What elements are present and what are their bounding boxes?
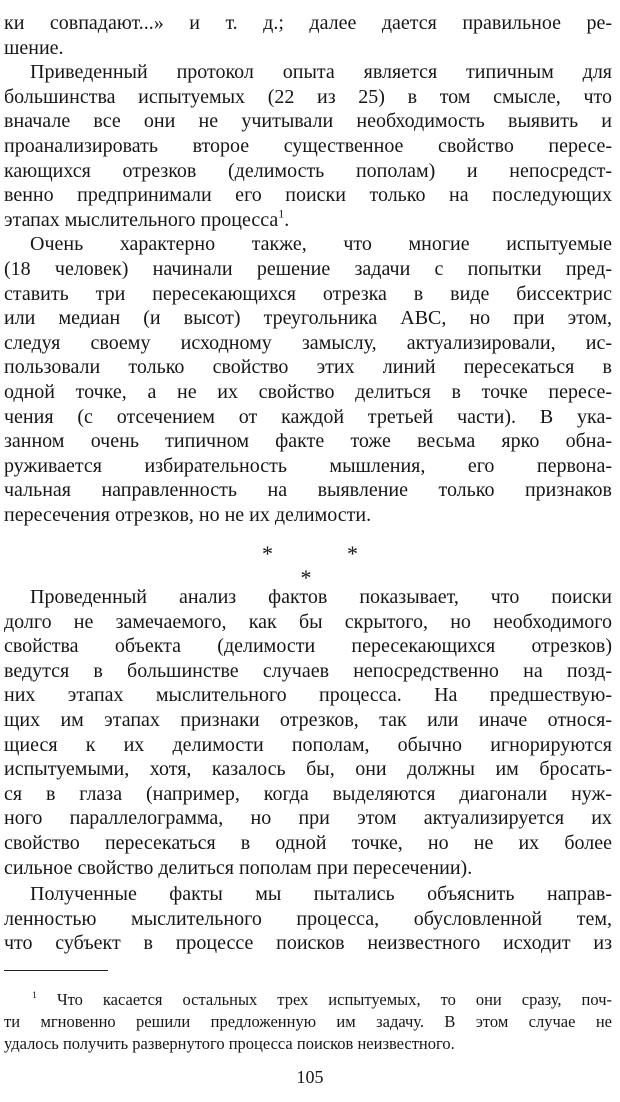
body-line: щиеся к их делимости пополам, обычно игнорируются	[4, 734, 612, 756]
body-line: долго не замечаемого, как бы скрытого, но необходимого	[4, 611, 612, 633]
body-line: Приведенный протокол опыта является типичным для	[30, 61, 612, 83]
body-line: или медиан (и высот) треугольника ABC, но при этом,	[4, 307, 612, 329]
body-line-tail: .	[284, 209, 290, 231]
body-line	[4, 207, 612, 233]
body-line: пользовали только свойство этих линий пересекаться в	[4, 356, 612, 378]
body-line: большинства испытуемых (22 из 25) в том смысле, что	[4, 86, 612, 108]
body-line: свойство пересекаться в одной точке, но не их более	[4, 832, 612, 854]
body-line: ного параллелограмма, но при этом актуализируется их	[4, 807, 612, 829]
body-line: них этапах мыслительного процесса. На предшествую-	[4, 684, 612, 706]
footnote-marker: 1	[32, 990, 37, 1002]
body-line: ся в глаза (например, когда выделяются диагонали нуж-	[4, 783, 612, 805]
footnote-rule	[4, 970, 108, 971]
page-number: 105	[296, 1067, 324, 1087]
body-line: ки совпадают...» и т. д.; далее дается правильное ре-	[4, 12, 612, 34]
body-line: проанализировать второе существенное свойство пересе-	[4, 135, 612, 157]
body-line: вначале все они не учитывали необходимость выявить и	[4, 110, 612, 132]
footnote-line: ти мгновенно решили предложенную им задачу. В этом случае не	[4, 1012, 612, 1031]
body-line: руживается избирательность мышления, его первона-	[4, 455, 612, 477]
body-line: сильное свойство делиться пополам при пересечении).	[4, 857, 473, 879]
body-line: кающихся отрезков (делимость пополам) и непосредст-	[4, 160, 612, 182]
body-line: шение.	[4, 37, 64, 59]
body-line: свойства объекта (делимости пересекающихся отрезков)	[4, 635, 612, 657]
body-line: одной точке, а не их свойство делиться в точке пересе-	[4, 381, 612, 403]
body-line: Очень характерно также, что многие испытуемые	[30, 233, 612, 255]
body-line: что субъект в процессе поисков неизвестного исходит из	[4, 932, 612, 954]
body-line: Проведенный анализ фактов показывает, что поиски	[30, 586, 612, 608]
body-line: ставить три пересекающихся отрезка в виде биссектрис	[4, 283, 612, 305]
separator-stars-top: * *	[262, 541, 358, 566]
footnote-reference: 1	[278, 207, 285, 221]
body-line: занном очень типичном факте тоже весьма ярко обна-	[4, 430, 612, 452]
body-line: следуя своему исходному замыслу, актуализировали, ис-	[4, 332, 612, 354]
body-line: ведутся в большинстве случаев непосредственно на позд-	[4, 660, 612, 682]
body-line-text: этапах мыслительного процесса	[4, 209, 279, 231]
body-line: (18 человек) начинали решение задачи с попытки пред-	[4, 258, 612, 280]
body-line: ленностью мыслительного процесса, обусловленной тем,	[4, 908, 612, 930]
footnote-line: $^1$ Что касается остальных трех испытуемых, то они сразу, поч-	[32, 990, 612, 1009]
body-line: венно предпринимали его поиски только на последующих	[4, 184, 612, 206]
body-line: Полученные факты мы пытались объяснить направ-	[30, 883, 612, 905]
body-line: чальная направленность на выявление только признаков	[4, 479, 612, 501]
body-line: испытуемыми, хотя, казалось бы, они должны им бросать-	[4, 758, 612, 780]
body-line: чения (с отсечением от каждой третьей части). В ука-	[4, 406, 612, 428]
body-line: пересечения отрезков, но не их делимости.	[4, 504, 372, 526]
separator-stars-bottom: *	[300, 565, 312, 590]
body-line: щих им этапах признаки отрезков, так или иначе относя-	[4, 709, 612, 731]
footnote-line: удалось получить развернутого процесса поисков неизвестного.	[4, 1034, 455, 1053]
